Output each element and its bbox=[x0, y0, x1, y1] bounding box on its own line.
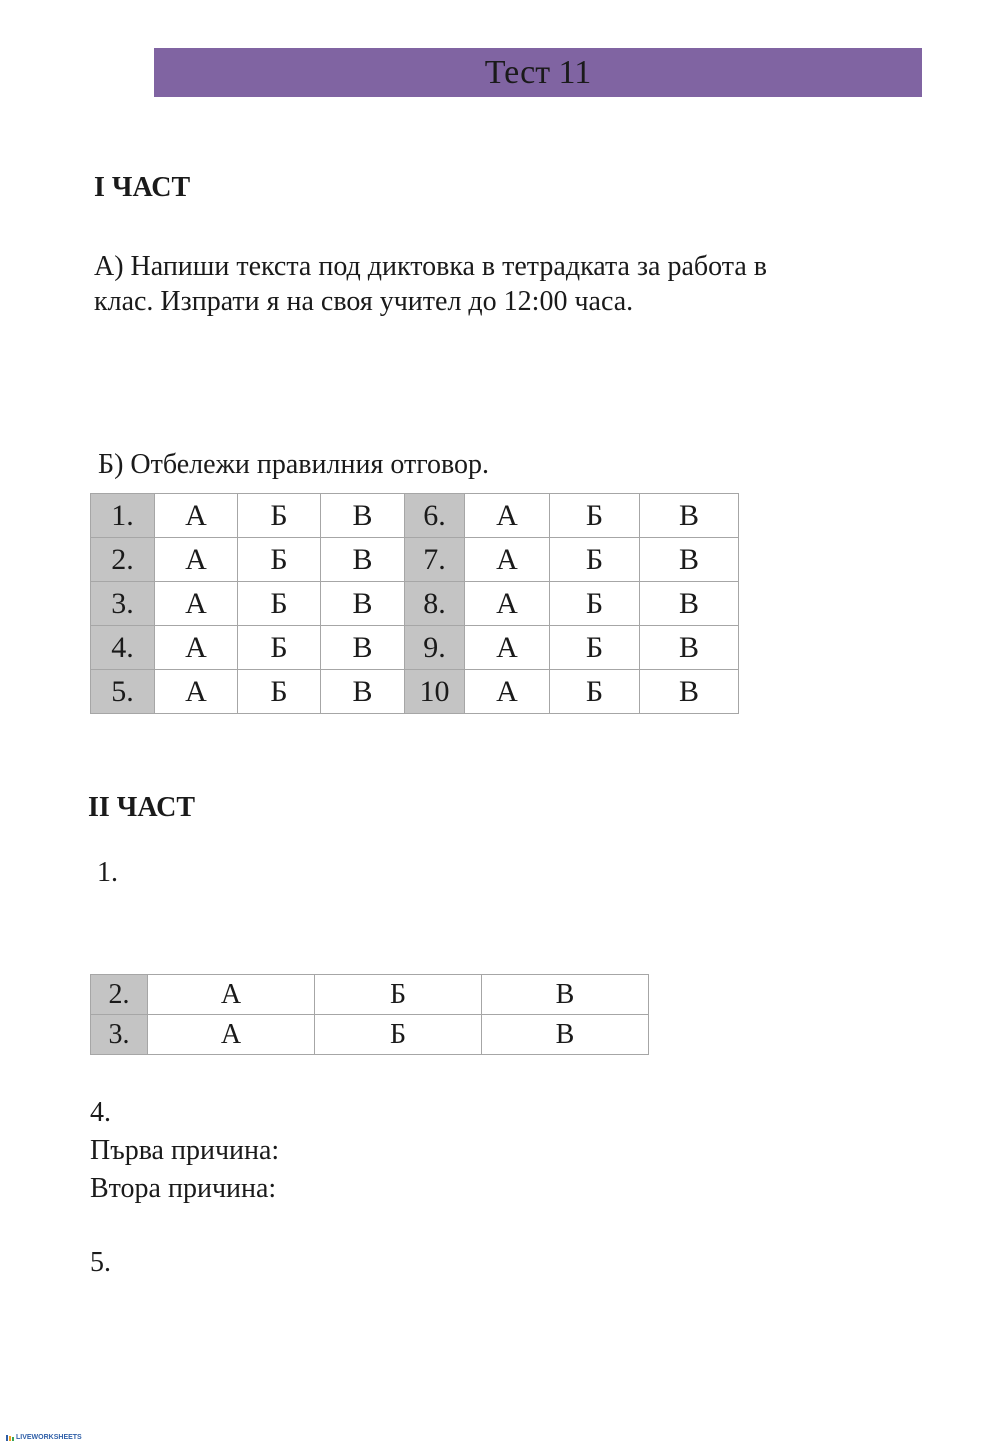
option-v[interactable]: В bbox=[321, 670, 405, 714]
option-v[interactable]: В bbox=[482, 1015, 649, 1055]
option-v[interactable]: В bbox=[640, 670, 739, 714]
option-v[interactable]: В bbox=[640, 582, 739, 626]
option-a[interactable]: А bbox=[155, 582, 238, 626]
option-a[interactable]: А bbox=[465, 538, 550, 582]
option-a[interactable]: А bbox=[155, 494, 238, 538]
logo-icon bbox=[6, 1435, 14, 1441]
second-reason-label: Втора причина: bbox=[90, 1173, 277, 1204]
part2-question-1: 1. bbox=[97, 857, 118, 888]
option-a[interactable]: А bbox=[155, 626, 238, 670]
question-number: 4. bbox=[91, 626, 155, 670]
part1-heading: I ЧАСТ bbox=[94, 172, 191, 203]
option-v[interactable]: В bbox=[321, 582, 405, 626]
task-a-line2: клас. Изпрати я на своя учител до 12:00 часа. bbox=[94, 286, 634, 317]
task-b-instruction: Б) Отбележи правилния отговор. bbox=[98, 449, 490, 480]
question-number: 5. bbox=[91, 670, 155, 714]
question-number: 7. bbox=[405, 538, 465, 582]
option-b[interactable]: Б bbox=[238, 538, 321, 582]
option-b[interactable]: Б bbox=[550, 626, 640, 670]
option-v[interactable]: В bbox=[640, 538, 739, 582]
question-number: 9. bbox=[405, 626, 465, 670]
option-b[interactable]: Б bbox=[238, 494, 321, 538]
option-a[interactable]: А bbox=[148, 975, 315, 1015]
option-b[interactable]: Б bbox=[315, 1015, 482, 1055]
option-b[interactable]: Б bbox=[238, 626, 321, 670]
question-number: 2. bbox=[91, 538, 155, 582]
table-row bbox=[91, 494, 739, 538]
option-a[interactable]: А bbox=[465, 670, 550, 714]
liveworksheets-logo bbox=[6, 1434, 82, 1441]
question-number: 3. bbox=[91, 1015, 148, 1055]
option-a[interactable]: А bbox=[465, 494, 550, 538]
table-row bbox=[91, 975, 649, 1015]
table-row bbox=[91, 670, 739, 714]
question-number: 10 bbox=[405, 670, 465, 714]
part1-answer-grid bbox=[90, 493, 739, 714]
question-number: 6. bbox=[405, 494, 465, 538]
table-row bbox=[91, 1015, 649, 1055]
part2-question-5: 5. bbox=[90, 1247, 111, 1278]
option-v[interactable]: В bbox=[321, 494, 405, 538]
logo-text: LIVEWORKSHEETS bbox=[16, 1434, 82, 1441]
option-a[interactable]: А bbox=[148, 1015, 315, 1055]
option-b[interactable]: Б bbox=[238, 582, 321, 626]
option-b[interactable]: Б bbox=[315, 975, 482, 1015]
page-title: Тест 11 bbox=[484, 53, 592, 91]
question-number: 8. bbox=[405, 582, 465, 626]
part2-answer-grid bbox=[90, 974, 649, 1055]
option-v[interactable]: В bbox=[321, 626, 405, 670]
question-number: 3. bbox=[91, 582, 155, 626]
question-number: 1. bbox=[91, 494, 155, 538]
option-a[interactable]: А bbox=[465, 626, 550, 670]
part2-question-4: 4. bbox=[90, 1097, 111, 1128]
table-row bbox=[91, 582, 739, 626]
option-b[interactable]: Б bbox=[550, 538, 640, 582]
option-a[interactable]: А bbox=[155, 670, 238, 714]
part2-heading: II ЧАСТ bbox=[88, 792, 196, 823]
option-b[interactable]: Б bbox=[550, 582, 640, 626]
option-v[interactable]: В bbox=[640, 626, 739, 670]
question-number: 2. bbox=[91, 975, 148, 1015]
option-a[interactable]: А bbox=[155, 538, 238, 582]
option-v[interactable]: В bbox=[482, 975, 649, 1015]
option-b[interactable]: Б bbox=[550, 494, 640, 538]
option-a[interactable]: А bbox=[465, 582, 550, 626]
option-b[interactable]: Б bbox=[550, 670, 640, 714]
option-v[interactable]: В bbox=[640, 494, 739, 538]
title-bar bbox=[154, 48, 922, 97]
option-v[interactable]: В bbox=[321, 538, 405, 582]
option-b[interactable]: Б bbox=[238, 670, 321, 714]
table-row bbox=[91, 626, 739, 670]
table-row bbox=[91, 538, 739, 582]
task-a-line1: А) Напиши текста под диктовка в тетрадката за работа в bbox=[94, 251, 767, 282]
first-reason-label: Първа причина: bbox=[90, 1135, 280, 1166]
